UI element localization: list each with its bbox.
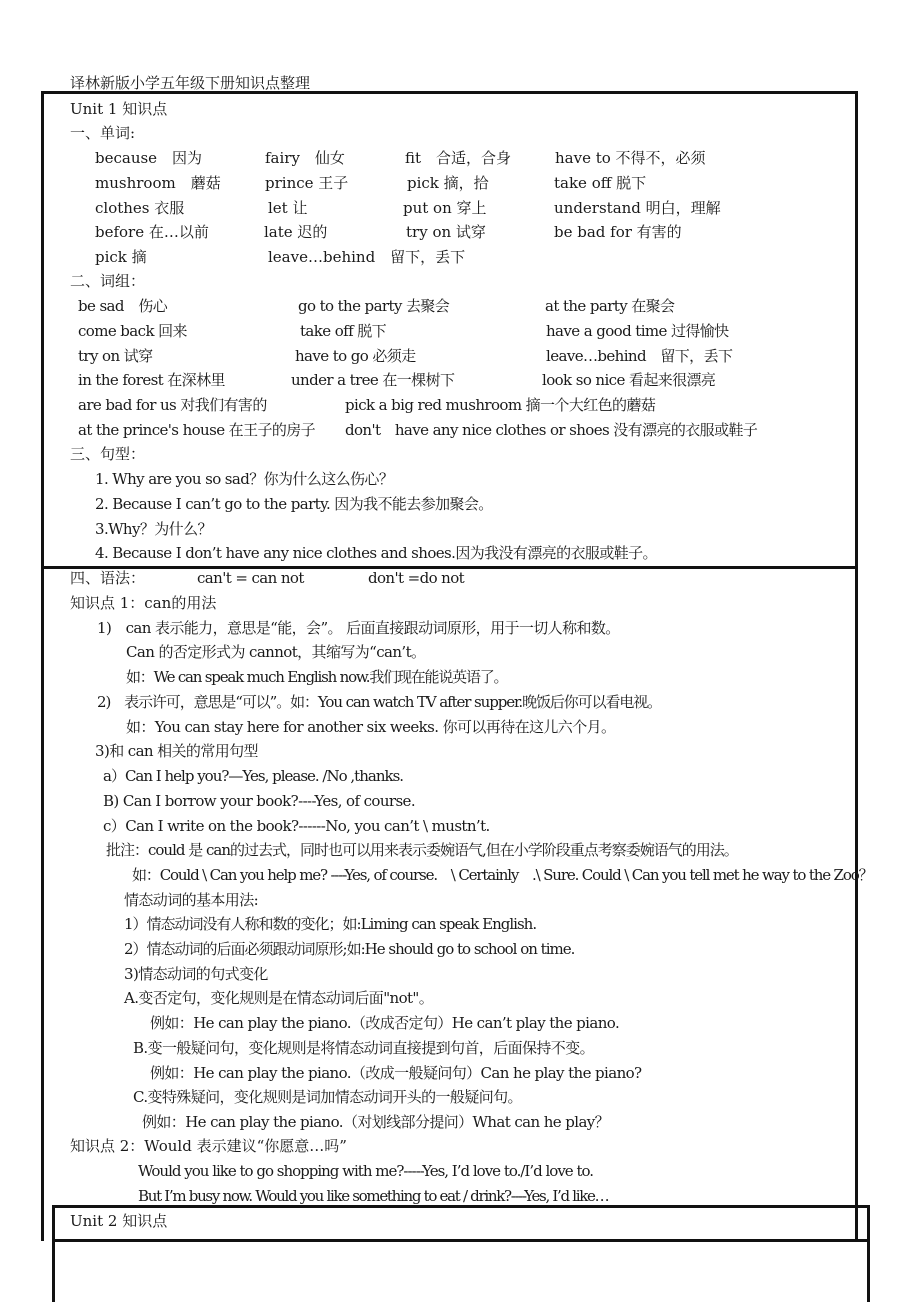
unit2-title-box [52,1205,870,1242]
grammar-line: Can 的否定形式为 cannot，其缩写为“can’t。 [126,643,426,661]
phrase-item: pick a big red mushroom 摘一个大红色的蘑菇 [345,396,656,414]
vocab-item: fit 合适，合身 [405,149,512,167]
vocab-item: clothes 衣服 [95,199,185,217]
knowledge-point-2-title: 知识点 2：Would 表示建议“你愿意…吗” [70,1137,347,1155]
phrase-item: go to the party 去聚会 [298,297,450,315]
knowledge-point-1-title: 知识点 1：can的用法 [70,594,217,612]
vocab-item: try on 试穿 [406,223,486,241]
sentence-item: 2. Because I can’t go to the party. 因为我不能去参加聚会。 [95,495,493,513]
phrase-heading: 二、词组： [70,272,146,290]
grammar-example: 例如：He can play the piano.（改成否定句）He can’t play the piano. [150,1014,620,1032]
grammar-line: 如：Could \ Can you help me? ----Yes, of course. \ Certainly .\ Sure. Could \ Can you tell met he way to the Zoo？ [132,866,873,884]
vocab-item: let 让 [268,199,308,217]
phrase-item: at the party 在聚会 [545,297,675,315]
grammar-example: But I’m busy now. Would you like something to eat / drink?----Yes, I’d like… [138,1187,609,1205]
phrase-item: be sad 伤心 [78,297,168,315]
grammar-example: Would you like to go shopping with me?-----Yes, I’d love to./I’d love to. [138,1162,594,1180]
right-frame-line [855,566,858,1241]
vocab-item: pick 摘 [95,248,147,266]
vocab-heading: 一、单词: [70,124,136,142]
phrase-item: under a tree 在一棵树下 [291,371,455,389]
grammar-note: 批注：could 是 can的过去式，同时也可以用来表示委婉语气,但在小学阶段重点考察委婉语气的用法。 [106,841,738,859]
grammar-line: 1) can 表示能力，意思是“能，会”。 后面直接跟动词原形，用于一切人称和数。 [97,619,620,637]
grammar-line: 情态动词的基本用法: [124,891,259,909]
phrase-item: look so nice 看起来很漂亮 [542,371,716,389]
vocab-item: leave…behind 留下，丢下 [268,248,466,266]
unit1-title: Unit 1 知识点 [70,100,168,118]
vocab-item: put on 穿上 [403,199,487,217]
grammar-line: 如：We can speak much English now.我们现在能说英语了。 [126,668,508,686]
sentence-heading: 三、句型： [70,445,146,463]
grammar-line: B.变一般疑问句，变化规则是将情态动词直接提到句首，后面保持不变。 [133,1039,594,1057]
grammar-example: 例如：He can play the piano.（改成一般疑问句）Can he play the piano? [150,1064,642,1082]
grammar-line: 3)情态动词的句式变化 [124,965,268,983]
vocab-item: before 在…以前 [95,223,209,241]
phrase-item: have to go 必须走 [295,347,416,365]
phrase-item: try on 试穿 [78,347,153,365]
grammar-example: 例如：He can play the piano.（对划线部分提问）What can he play？ [142,1113,610,1131]
phrase-item: in the forest 在深林里 [78,371,225,389]
vocab-item: prince 王子 [265,174,349,192]
grammar-line: 2) 表示许可，意思是“可以”。如：You can watch TV after supper.晚饭后你可以看电视。 [97,693,662,711]
grammar-line: A.变否定句，变化规则是在情态动词后面"not"。 [124,989,434,1007]
left-frame-line [41,566,44,1241]
vocab-item: late 迟的 [264,223,328,241]
grammar-line: B) Can I borrow your book?----Yes, of course. [103,792,415,810]
grammar-line: 2）情态动词的后面必须跟动词原形;如:He should go to school on time. [124,940,575,958]
phrase-item: are bad for us 对我们有害的 [78,396,267,414]
sentence-item: 1. Why are you so sad？你为什么这么伤心？ [95,470,394,488]
unit2-title: Unit 2 知识点 [70,1212,168,1230]
grammar-line: C.变特殊疑问，变化规则是词加情态动词开头的一般疑问句。 [133,1088,522,1106]
phrase-item: have a good time 过得愉快 [546,322,729,340]
vocab-item: understand 明白，理解 [554,199,721,217]
grammar-line: a）Can I help you?—Yes, please. /No ,thanks. [103,767,404,785]
vocab-item: mushroom 蘑菇 [95,174,221,192]
sentence-item: 4. Because I don’t have any nice clothes and shoes.因为我没有漂亮的衣服或鞋子。 [95,544,657,562]
unit2-right-line [867,1240,870,1302]
grammar-line: 3)和 can 相关的常用句型 [95,742,258,760]
vocab-item: have to 不得不，必须 [555,149,706,167]
grammar-heading: 四、语法： [70,569,146,587]
vocab-item: take off 脱下 [554,174,647,192]
phrase-item: leave…behind 留下，丢下 [546,347,733,365]
vocab-item: fairy 仙女 [265,149,345,167]
phrase-item: come back 回来 [78,322,187,340]
vocab-item: because 因为 [95,149,203,167]
unit2-left-line [52,1240,55,1302]
vocab-item: pick 摘，拾 [407,174,489,192]
grammar-line: 如：You can stay here for another six weeks. 你可以再待在这儿六个月。 [126,718,616,736]
phrase-item: don't have any nice clothes or shoes 没有漂亮的衣服或鞋子 [345,421,758,439]
contraction-do: don't =do not [368,569,465,587]
grammar-line: 1）情态动词没有人称和数的变化；如:Liming can speak English. [124,915,537,933]
phrase-item: take off 脱下 [300,322,387,340]
document-title: 译林新版小学五年级下册知识点整理 [70,74,311,92]
contraction-can: can't = can not [197,569,304,587]
sentence-item: 3.Why？为什么？ [95,520,212,538]
phrase-item: at the prince's house 在王子的房子 [78,421,316,439]
vocab-item: be bad for 有害的 [554,223,682,241]
grammar-line: c）Can I write on the book?------No, you can’t \ mustn’t. [103,817,490,835]
